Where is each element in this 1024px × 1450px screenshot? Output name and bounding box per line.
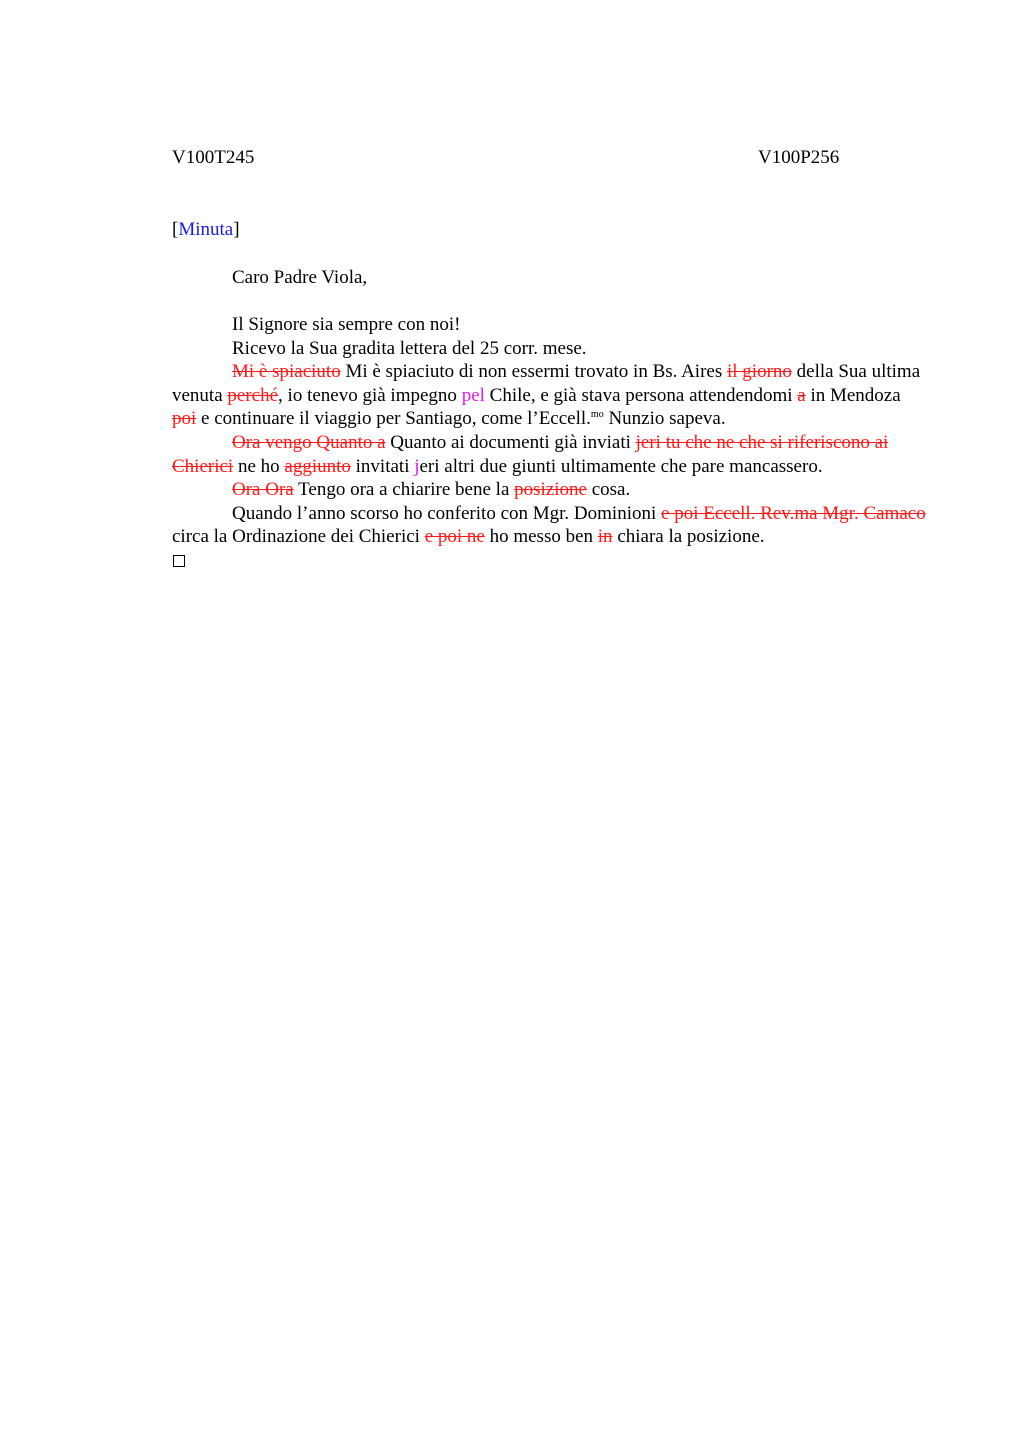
deleted-text: posizione xyxy=(514,479,587,501)
inserted-text: pel xyxy=(461,384,485,406)
deleted-text: Ora vengo Quanto a xyxy=(232,431,386,453)
superscript-text: mo xyxy=(590,409,604,421)
text-run: circa la Ordinazione dei Chierici xyxy=(172,526,425,548)
text-run: Mi è spiaciuto di non essermi trovato in Bs. Aires xyxy=(340,361,727,383)
end-marker-box xyxy=(173,555,185,567)
deleted-text: e poi Eccell. Rev.ma Mgr. Camaco xyxy=(661,502,926,524)
text-run: chiara la posizione. xyxy=(612,526,765,548)
deleted-text: jeri tu che ne che si riferiscono ai Chierici xyxy=(172,431,889,477)
deleted-text: perché xyxy=(227,384,279,406)
deleted-text: aggiunto xyxy=(284,455,351,477)
deleted-text: il giorno xyxy=(727,361,792,383)
document-type-label xyxy=(172,218,240,242)
text-run: della Sua ultima venuta xyxy=(172,361,921,406)
document-code-left: V100T245 xyxy=(172,147,255,168)
deleted-text: Ora Ora xyxy=(232,479,294,501)
text-run: Chile, e già stava persona attendendomi xyxy=(484,384,798,406)
deleted-text: a xyxy=(797,384,806,406)
deleted-text: poi xyxy=(172,408,197,430)
text-run: ho messo ben xyxy=(484,526,598,548)
paragraph-3 xyxy=(172,360,928,431)
document-code-right: V100P256 xyxy=(758,147,840,168)
deleted-text: e poi ne xyxy=(424,526,485,548)
deleted-text: in xyxy=(597,526,613,548)
label-text: Minuta xyxy=(178,219,234,240)
text-run: Quanto ai documenti già inviati xyxy=(385,431,636,453)
text-run: Tengo ora a chiarire bene la xyxy=(293,479,515,501)
text-run: invitati xyxy=(350,455,415,477)
paragraph-1: Il Signore sia sempre con noi! xyxy=(232,314,461,335)
text-run: Quando l’anno scorso ho conferito con Mgr. Dominioni xyxy=(232,502,662,524)
label-open-bracket: [ xyxy=(172,219,179,240)
text-run: cosa. xyxy=(586,479,631,501)
text-run: ne ho xyxy=(233,455,285,477)
letter-body xyxy=(172,313,928,549)
paragraph-5 xyxy=(172,478,928,502)
text-run: e continuare il viaggio per Santiago, come l’Eccell. xyxy=(196,408,591,430)
deleted-text: Mi è spiaciuto xyxy=(232,361,341,383)
paragraph-2: Ricevo la Sua gradita lettera del 25 corr. mese. xyxy=(232,337,587,359)
text-run: , io tenevo già impegno xyxy=(278,384,462,406)
inserted-text: j xyxy=(414,455,420,477)
label-close-bracket: ] xyxy=(233,219,240,240)
text-run: in Mendoza xyxy=(805,384,901,406)
paragraph-6 xyxy=(172,502,928,549)
paragraph-4 xyxy=(172,431,928,478)
text-run: eri altri due giunti ultimamente che pare mancassero. xyxy=(419,455,823,477)
salutation: Caro Padre Viola, xyxy=(232,267,368,288)
text-run: Nunzio sapeva. xyxy=(603,408,726,430)
